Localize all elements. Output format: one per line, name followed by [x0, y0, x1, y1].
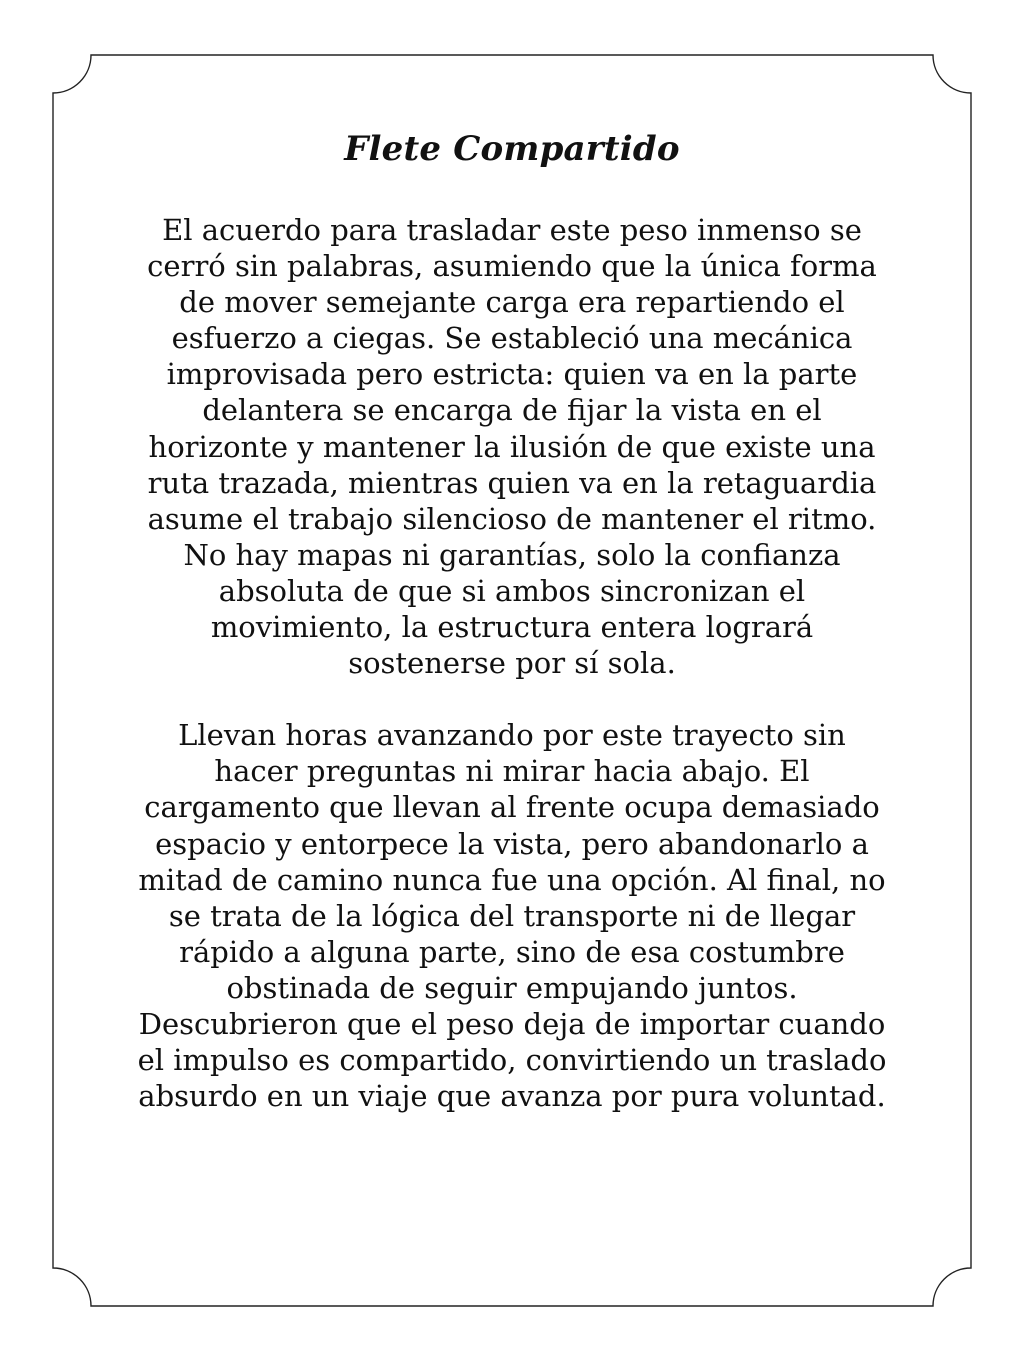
text-line: sostenerse por sí sola. [348, 646, 676, 681]
text-line: Descubrieron que el peso deja de importar cuando [138, 1006, 886, 1041]
paragraph-1 [110, 212, 914, 681]
text-line: de mover semejante carga era repartiendo el [179, 285, 845, 320]
text-line: movimiento, la estructura entera logrará [210, 610, 814, 645]
text-line: delantera se encarga de fijar la vista en el [202, 393, 822, 428]
text-line: improvisada pero estricta: quien va en la parte [166, 357, 858, 392]
document-title: Flete Compartido [344, 129, 680, 169]
text-line: rápido a alguna parte, sino de esa costumbre [179, 934, 845, 969]
text-line: espacio y entorpece la vista, pero abandonarlo a [155, 826, 869, 861]
text-line: No hay mapas ni garantías, solo la confianza [183, 537, 841, 572]
text-line: cargamento que llevan al frente ocupa demasiado [144, 790, 880, 825]
text-line: El acuerdo para trasladar este peso inmenso se [162, 213, 862, 247]
text-line: cerró sin palabras, asumiendo que la única forma [147, 249, 877, 284]
text-line: ruta trazada, mientras quien va en la retaguardia [147, 465, 877, 500]
text-line: absurdo en un viaje que avanza por pura voluntad. [138, 1079, 886, 1114]
text-line: Llevan horas avanzando por este trayecto sin [178, 718, 846, 753]
text-line: absoluta de que si ambos sincronizan el [218, 573, 806, 608]
text-line: se trata de la lógica del transporte ni de llegar [168, 898, 856, 933]
text-line: el impulso es compartido, convirtiendo un traslado [137, 1043, 887, 1078]
text-line: hacer preguntas ni mirar hacia abajo. El [214, 754, 810, 789]
text-line: asume el trabajo silencioso de mantener el ritmo. [147, 501, 877, 536]
paragraph-2 [110, 717, 914, 1114]
text-line: horizonte y mantener la ilusión de que existe una [148, 429, 876, 464]
document-body [110, 124, 914, 1114]
text-line: esfuerzo a ciegas. Se estableció una mecánica [171, 321, 853, 356]
text-line: obstinada de seguir empujando juntos. [226, 970, 798, 1005]
text-line: mitad de camino nunca fue una opción. Al final, no [138, 862, 886, 897]
